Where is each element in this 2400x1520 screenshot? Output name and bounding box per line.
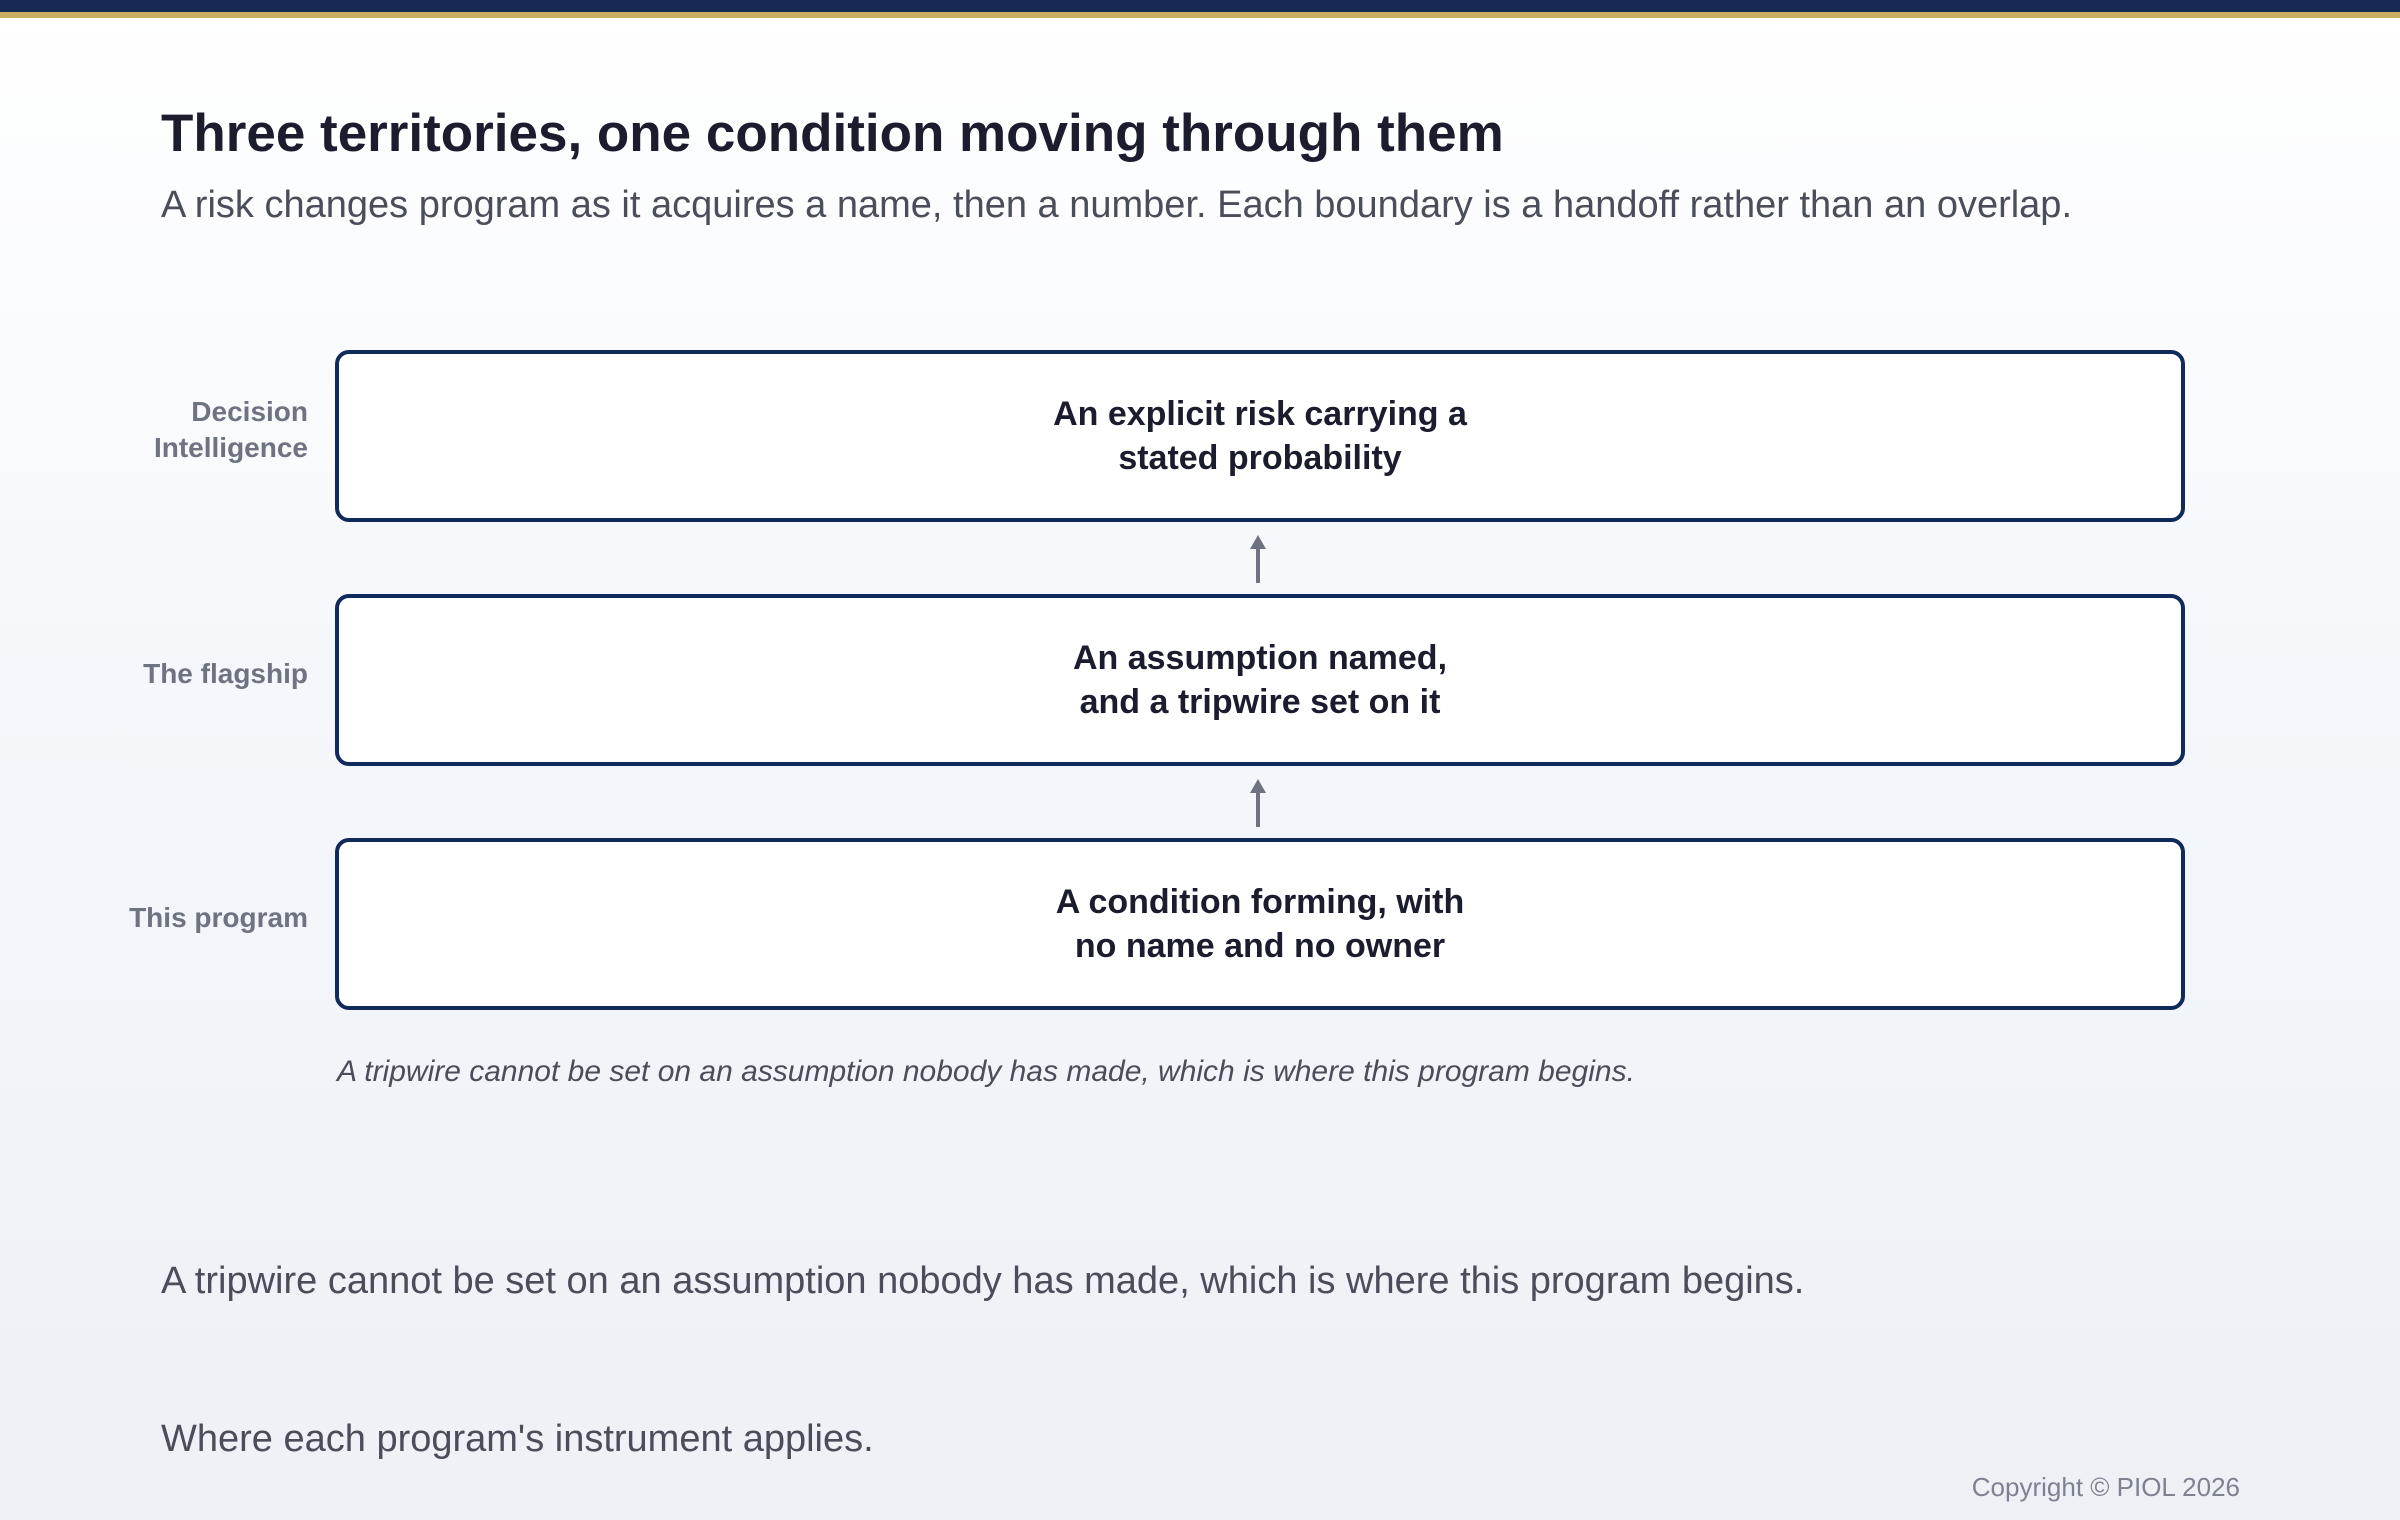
arrow-up-icon (1247, 533, 1269, 585)
tier-label-decision-intelligence: Decision Intelligence (153, 396, 308, 463)
tier-text: A condition forming, with no name and no owner (1055, 883, 1465, 965)
tier-box-this-program (335, 838, 2185, 1010)
tier-box-flagship (335, 594, 2185, 766)
body-paragraph: A tripwire cannot be set on an assumption nobody has made, which is where this program begins. (161, 1260, 1805, 1302)
tier-text: An explicit risk carrying a stated probability (1053, 395, 1467, 477)
tier-label-flagship: The flagship (143, 658, 308, 689)
tier-text: An assumption named, and a tripwire set on it (1072, 639, 1448, 721)
tier-box-decision-intelligence (335, 350, 2185, 522)
tier-label-this-program: This program (129, 902, 308, 933)
page-subtitle: A risk changes program as it acquires a name, then a number. Each boundary is a handoff rather than an overlap. (161, 184, 2073, 226)
copyright-notice: Copyright © PIOL 2026 (1971, 1472, 2240, 1502)
arrow-up-icon (1247, 777, 1269, 829)
page-title: Three territories, one condition moving through them (161, 104, 1504, 163)
top-accent-stripe (0, 12, 2400, 18)
top-accent-bar (0, 0, 2400, 12)
diagram-caption: A tripwire cannot be set on an assumption nobody has made, which is where this program begins. (337, 1055, 1635, 1088)
body-footnote: Where each program's instrument applies. (161, 1418, 874, 1460)
